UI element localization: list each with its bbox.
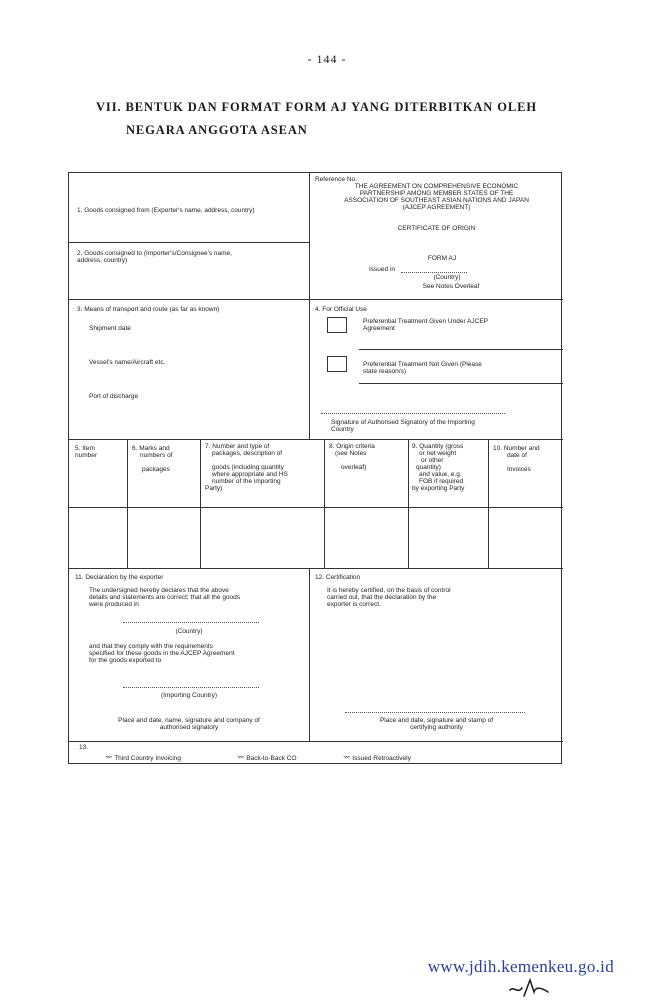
pref-given-label-2: Agreement	[363, 325, 395, 332]
declaration-place-date: Place and date, name, signature and company of	[118, 717, 260, 724]
vessel-label: Vessel's name/Aircraft etc.	[89, 359, 166, 366]
form-aj	[68, 172, 562, 764]
col8-header-3: overleaf)	[341, 464, 367, 471]
certificate-title: CERTIFICATE OF ORIGIN	[397, 225, 476, 232]
divider-items-bottom	[69, 568, 563, 569]
option-back-to-back[interactable]: ⌤ Back-to-Back CO	[237, 755, 297, 762]
pref-given-label: Preferential Treatment Given Under AJCEP	[363, 318, 489, 325]
agreement-title-2: PARTNERSHIP AMONG MEMBER STATES OF THE	[359, 190, 514, 197]
divider-vertical-top	[309, 173, 310, 440]
col7-header-2: packages, description of	[212, 450, 283, 457]
box2-label: 2. Goods consigned to (Importer's/Consignee's name,	[77, 250, 232, 257]
col8-header-2: (see Notes	[335, 450, 367, 457]
declaration-line-4: and that they comply with the requirements	[89, 643, 213, 650]
declaration-importing-country: (Importing Country)	[161, 692, 217, 699]
box12-label: 12. Certification	[315, 574, 361, 581]
option-retroactively[interactable]: ⌤ Issued Retroactively	[343, 755, 411, 762]
issued-in-line	[401, 272, 467, 273]
certification-place-date: Place and date, signature and stamp of	[379, 717, 494, 724]
col9-header-2: or net weight	[419, 450, 457, 457]
produced-in-line	[123, 622, 259, 623]
declaration-country: (Country)	[175, 628, 203, 635]
certification-line-3: exporter is correct.	[327, 601, 381, 608]
col9-header-6: FOB if required	[419, 478, 464, 485]
col7-header: 7. Number and type of	[205, 443, 270, 450]
certification-line-2: carried out, that the declaration by the	[327, 594, 437, 601]
footer-url[interactable]: www.jdih.kemenkeu.go.id	[427, 957, 614, 976]
option-third-country[interactable]: ⌤ Third Country Invoicing	[105, 755, 182, 762]
divider-box13	[69, 741, 563, 742]
importing-signature-line	[321, 413, 505, 414]
declaration-line-5: specified for these goods in the AJCEP Agreement	[89, 650, 235, 657]
col10-header-2: date of	[507, 452, 527, 459]
col7-header-3: goods (including quantity	[212, 464, 284, 471]
divider-box2-box3	[69, 299, 563, 300]
option-third-country-label: Third Country Invoicing	[114, 755, 182, 762]
col7-header-5: number of the importing	[212, 478, 281, 485]
certifying-signature-line	[345, 712, 525, 713]
declaration-line-1: The undersigned hereby declares that the above	[89, 587, 229, 594]
col6-header: 6. Marks and	[132, 445, 170, 452]
see-notes-label: See Notes Overleaf	[422, 283, 480, 290]
page-number: - 144 -	[307, 52, 347, 66]
sig-importing-label: Signature of Authorised Signatory of the Importing	[331, 419, 475, 426]
divider-official-2	[359, 383, 563, 384]
col6-header-2: numbers of	[140, 452, 173, 459]
col5-header: 5. Item	[75, 445, 95, 452]
col9-header: 9. Quantity (gross	[412, 443, 464, 450]
col7-header-6: Party)	[205, 485, 223, 492]
divider-box11-box12	[309, 568, 310, 741]
box4-label: 4. For Official Use	[315, 306, 367, 313]
box2-label-2: address, country)	[77, 257, 128, 264]
divider-col9	[408, 439, 409, 568]
agreement-title-3: ASSOCIATION OF SOUTHEAST ASIAN NATIONS AND JAPAN	[344, 197, 529, 204]
pref-not-given-label: Preferential Treatment Not Given (Please	[363, 361, 482, 368]
col9-header-4: quantity)	[416, 464, 441, 471]
divider-col7	[200, 439, 201, 568]
checkbox-pref-not-given[interactable]	[327, 356, 347, 372]
issued-country-label: (Country)	[433, 274, 461, 281]
reference-no: Reference No.	[315, 176, 357, 183]
sig-importing-label-2: Country	[331, 426, 354, 433]
shipment-date-label: Shipment date	[89, 325, 131, 332]
certification-place-date-2: certifying authority	[410, 724, 463, 731]
col9-header-7: by exporting Party	[412, 485, 465, 492]
box3-label: 3. Means of transport and route (as far as known)	[77, 306, 220, 313]
box13-label: 13.	[79, 744, 89, 751]
divider-col6	[127, 439, 128, 568]
divider-box1-box2	[69, 242, 309, 243]
col6-header-3: packages	[142, 466, 170, 473]
heading-line-2: NEGARA ANGGOTA ASEAN	[126, 123, 308, 137]
col7-header-4: where appropriate and HS	[212, 471, 288, 478]
declaration-line-2: details and statements are correct; that all the goods	[89, 594, 241, 601]
section-heading	[96, 96, 537, 142]
col9-header-5: and value, e.g.	[419, 471, 462, 478]
option-retroactively-label: Issued Retroactively	[352, 755, 411, 762]
agreement-title-4: (AJCEP AGREEMENT)	[402, 204, 471, 211]
issued-in-label: Issued in	[369, 266, 396, 273]
box11-label: 11. Declaration by the exporter	[75, 574, 164, 581]
pref-not-given-label-2: state reason/s)	[363, 368, 406, 375]
handwritten-initial	[508, 976, 558, 998]
divider-col8	[324, 439, 325, 568]
col10-header: 10. Number and	[493, 445, 540, 452]
declaration-line-6: for the goods exported to	[89, 657, 162, 664]
declaration-place-date-2: authorised signatory	[159, 724, 219, 731]
exported-to-line	[123, 687, 259, 688]
col10-header-3: Invoices	[507, 466, 531, 473]
divider-official-1	[359, 349, 563, 350]
declaration-line-3: were produced in	[89, 601, 139, 608]
col9-header-3: or other	[421, 457, 444, 464]
option-back-to-back-label: Back-to-Back CO	[246, 755, 297, 762]
agreement-title-1: THE AGREEMENT ON COMPREHENSIVE ECONOMIC	[354, 183, 519, 190]
port-label: Port of discharge	[89, 393, 139, 400]
divider-col10	[488, 439, 489, 568]
col5-header-2: number	[75, 452, 98, 459]
form-aj-title: FORM AJ	[427, 255, 457, 262]
certification-line-1: It is hereby certified, on the basis of control	[327, 587, 451, 594]
col8-header: 8. Origin criteria	[329, 443, 375, 450]
checkbox-pref-given[interactable]	[327, 317, 347, 333]
box1-label: 1. Goods consigned from (Exporter's name, address, country)	[77, 207, 255, 214]
heading-line-1: VII. BENTUK DAN FORMAT FORM AJ YANG DITERBITKAN OLEH	[96, 100, 537, 114]
